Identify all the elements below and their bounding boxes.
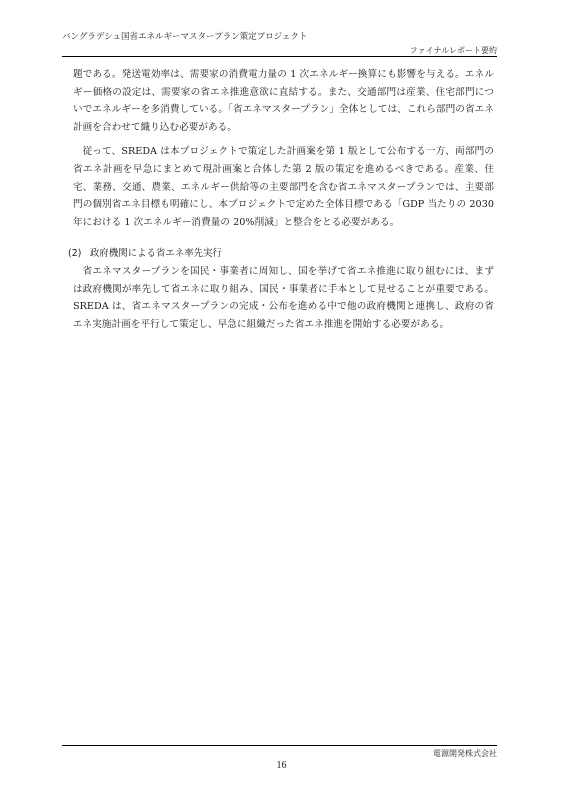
header-title: バングラデシュ国省エネルギーマスタープラン策定プロジェクト [62, 32, 308, 42]
paragraph-2: 従って、SREDA は本プロジェクトで策定した計画案を第 1 版として公布する一方、両部門の省エネ計画を早急にまとめて現計画案と合体した第 2 版の策定を進めるべきである。産業、住宅、業務、交通、農業、エネルギー供給等の主要部門を含む省エネマスタープランでは、主要部門の個別省エネ目標も明確にし、本プロジェクトで定めた全体目標である「GDP 当たりの 2030 年における 1 次エネルギー消費量の 20%削減」と整合をとる必要がある。 [73, 146, 494, 228]
page-number: 16 [276, 760, 287, 771]
footer-company: 電源開発株式会社 [433, 749, 497, 758]
header-report-label: ファイナルレポート要約 [409, 46, 497, 55]
paragraph-3: 省エネマスタープランを国民・事業者に周知し、国を挙げて省エネ推進に取り組むには、まずは政府機関が率先して省エネに取り組み、国民・事業者に手本として見せることが重要である。SREDA は、省エネマスタープランの完成・公布を進める中で他の政府機関と連携し、政府の省エネ実施計画を平行して策定し、早急に組織だった省エネ推進を開始する必要がある。 [73, 265, 494, 330]
paragraph-1: 題である。発送電効率は、需要家の消費電力量の 1 次エネルギー換算にも影響を与える。エネルギー価格の設定は、需要家の省エネ推進意欲に直結する。また、交通部門は産業、住宅部門についでエネルギーを多消費している。「省エネマスタープラン」全体としては、これら部門の省エネ計画を合わせて織り込む必要がある。 [73, 69, 494, 133]
section-number: (2) [68, 248, 82, 260]
section-title: 政府機関による省エネ率先実行 [90, 248, 222, 260]
body-text [68, 66, 494, 333]
header-divider [62, 56, 497, 57]
footer-divider [62, 745, 497, 746]
section-heading [68, 245, 494, 263]
